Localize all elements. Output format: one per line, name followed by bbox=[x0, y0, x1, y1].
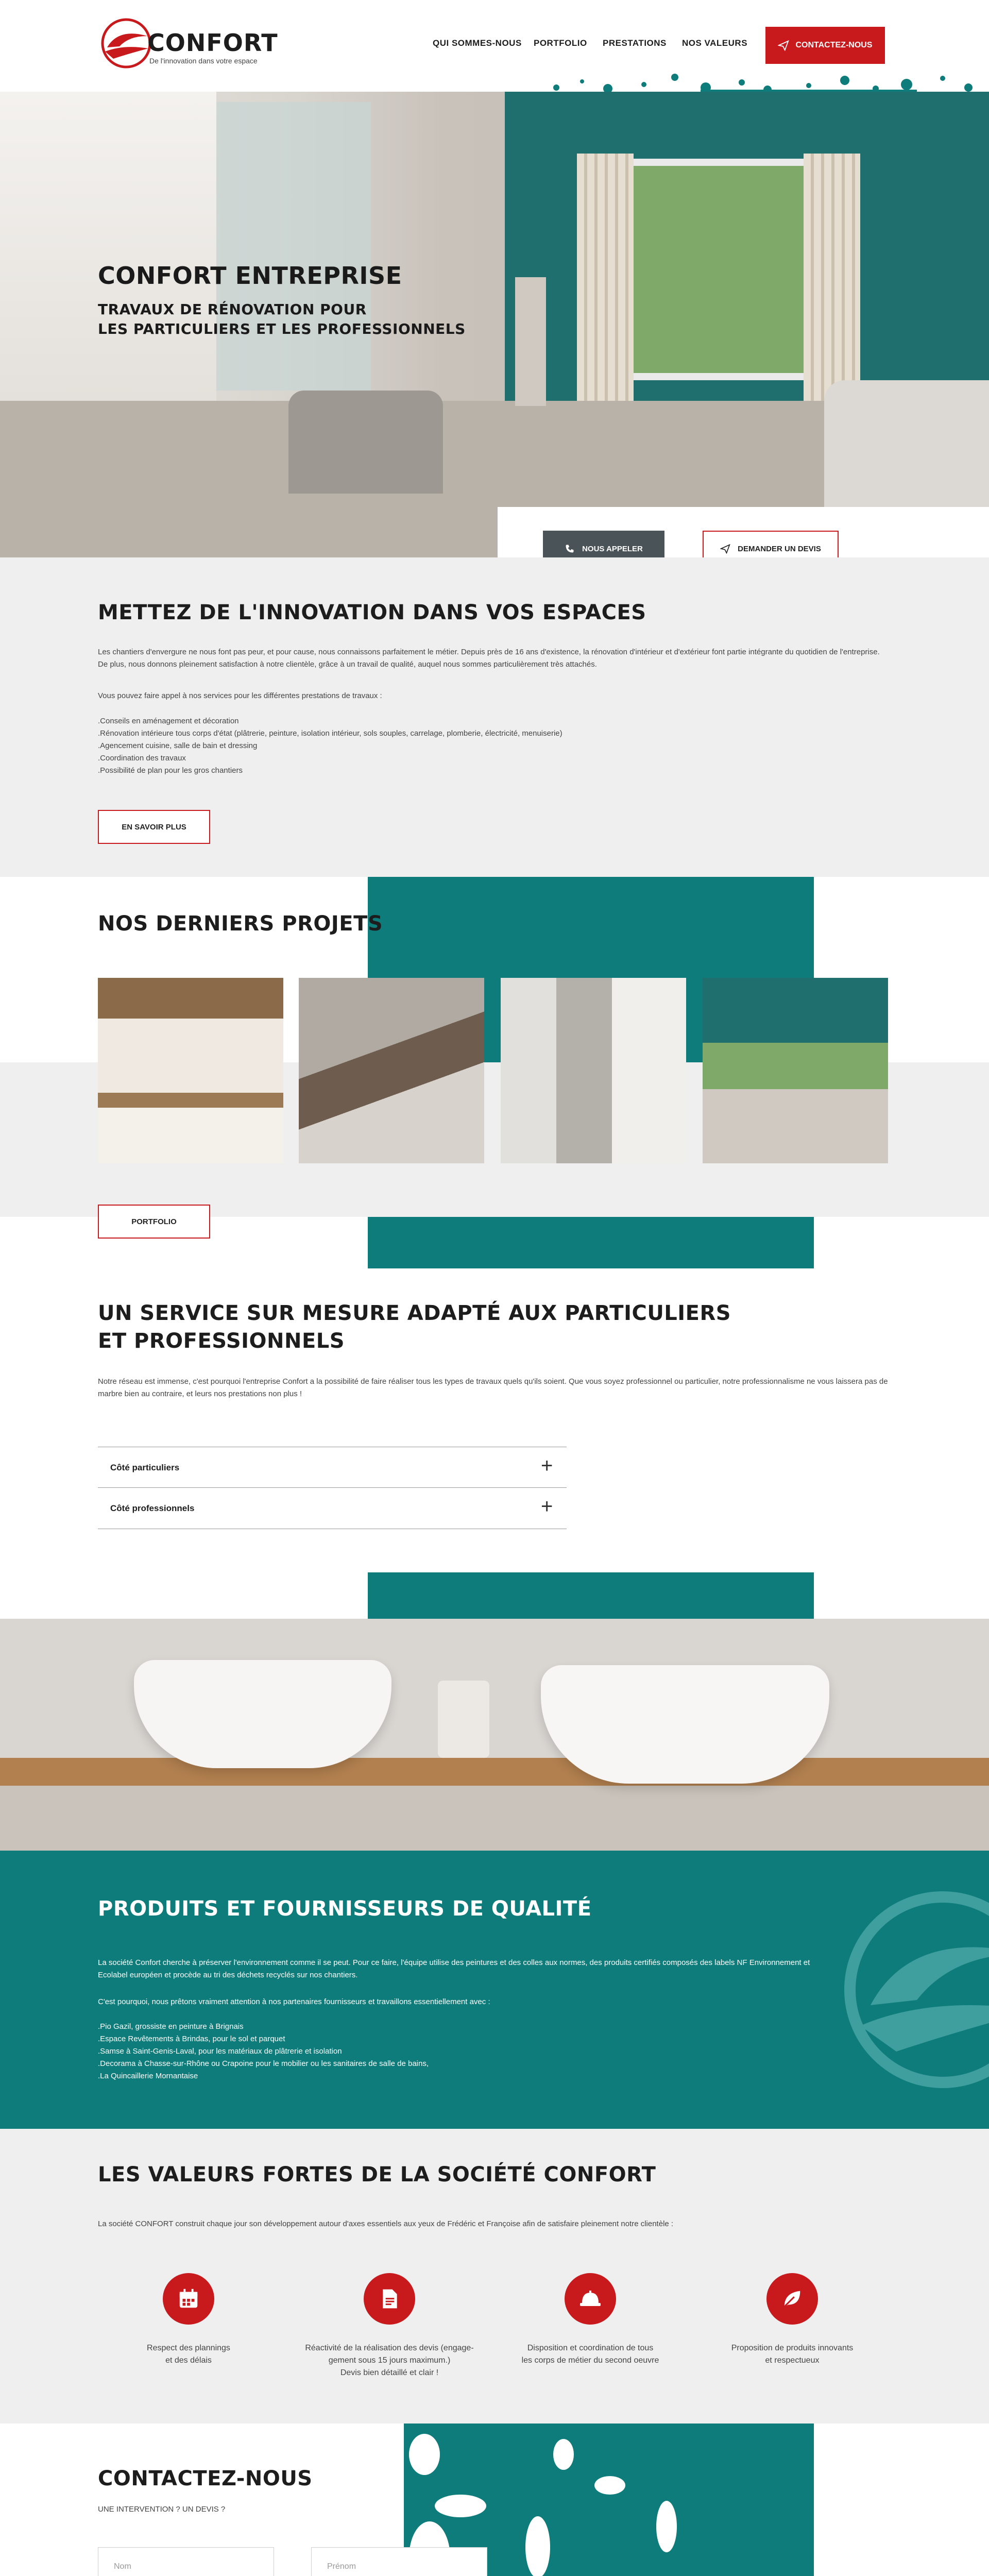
value-line: gement sous 15 jours maximum.) bbox=[328, 2356, 451, 2365]
send-icon bbox=[778, 40, 789, 51]
helmet-icon bbox=[565, 2273, 616, 2325]
hero-curtain-right bbox=[804, 154, 860, 401]
service-section bbox=[0, 1268, 989, 1572]
supplier-item: .Samse à Saint-Genis-Laval, pour les matériaux de plâtrerie et isolation bbox=[98, 2047, 342, 2056]
innovation-list-item: .Coordination des travaux bbox=[98, 754, 186, 762]
sink-right bbox=[541, 1665, 829, 1784]
paint-splash-decoration bbox=[546, 62, 989, 93]
logo-tagline: De l'innovation dans votre espace bbox=[149, 57, 258, 65]
products-title: PRODUITS ET FOURNISSEURS DE QUALITÉ bbox=[98, 1897, 592, 1921]
products-paragraph-1: La société Confort cherche à préserver l'environnement comme il se peut. Pour ce faire, l'équipe utilise des peintures et des colles aux normes, des produits certifiés composés des labels NF Environnement et Ecolabel européen et procède au tri des déchets recyclés sur nos chantiers. bbox=[98, 1958, 810, 1979]
hero-curtain-left bbox=[577, 154, 634, 401]
phone-icon bbox=[565, 544, 575, 554]
suppliers-list bbox=[98, 2021, 429, 2082]
values-section bbox=[0, 2129, 989, 2424]
hero-lamp bbox=[515, 277, 546, 406]
hero-glass-partition bbox=[216, 102, 371, 391]
project-thumbnail-living-room[interactable] bbox=[703, 978, 888, 1163]
products-section bbox=[0, 1851, 989, 2129]
hero-garden-window bbox=[618, 159, 814, 380]
contact-subtitle: UNE INTERVENTION ? UN DEVIS ? bbox=[98, 2505, 226, 2514]
accordion-particuliers[interactable] bbox=[98, 1447, 567, 1488]
service-title-line1: UN SERVICE SUR MESURE ADAPTÉ AUX PARTICULIERS bbox=[98, 1301, 731, 1325]
service-title bbox=[98, 1299, 731, 1355]
innovation-paragraph-2: Vous pouvez faire appel à nos services pour les différentes prestations de travaux : bbox=[98, 691, 382, 700]
innovation-list bbox=[98, 715, 562, 777]
project-thumbnail-dining[interactable] bbox=[299, 978, 484, 1163]
contact-section bbox=[0, 2424, 989, 2576]
header-contact-button[interactable] bbox=[765, 27, 885, 64]
contact-title: CONTACTEZ-NOUS bbox=[98, 2467, 313, 2490]
document-icon bbox=[364, 2273, 415, 2325]
portfolio-button[interactable]: PORTFOLIO bbox=[98, 1205, 210, 1239]
quote-button-label: DEMANDER UN DEVIS bbox=[738, 544, 821, 553]
quote-button[interactable] bbox=[703, 531, 839, 557]
header-logo[interactable] bbox=[98, 18, 278, 69]
value-line: et respectueux bbox=[765, 2356, 820, 2365]
name-input[interactable]: Nom bbox=[98, 2547, 274, 2576]
plus-icon: + bbox=[541, 1454, 553, 1477]
value-line: les corps de métier du second oeuvre bbox=[521, 2356, 659, 2365]
firstname-input[interactable]: Prénom bbox=[311, 2547, 487, 2576]
value-text-3 bbox=[498, 2342, 683, 2367]
leaf-icon bbox=[766, 2273, 818, 2325]
site-header bbox=[0, 0, 989, 92]
contact-button-label: CONTACTEZ-NOUS bbox=[795, 41, 873, 49]
call-button[interactable] bbox=[543, 531, 664, 557]
learn-more-button[interactable]: EN SAVOIR PLUS bbox=[98, 810, 210, 844]
values-intro: La société CONFORT construit chaque jour son développement autour d'axes essentiels aux yeux de Frédéric et Françoise afin de satisfaire pleinement notre clientèle : bbox=[98, 2219, 674, 2228]
bathroom-photo bbox=[0, 1619, 989, 1851]
hero-subtitle-line2: LES PARTICULIERS ET LES PROFESSIONNELS bbox=[98, 320, 466, 337]
accordion-label: Côté particuliers bbox=[110, 1463, 180, 1472]
innovation-paragraph-1: Les chantiers d'envergure ne nous font pas peur, et pour cause, nous connaissons parfaitement le métier. Depuis près de 16 ans d'existence, la rénovation d'intérieur et d'extérieur font partie intégrante du quotidien de l'entreprise. De plus, nous donnons pleinement satisfaction à notre clientèle, grâce à un travail de qualité, auquel nous sommes particulièrement très attachés. bbox=[98, 648, 880, 669]
values-title: LES VALEURS FORTES DE LA SOCIÉTÉ CONFORT bbox=[98, 2163, 656, 2187]
supplier-item: .Decorama à Chasse-sur-Rhône ou Crapoine pour le mobilier ou les sanitaires de salle de bains, bbox=[98, 2059, 429, 2068]
project-thumbnail-bathroom[interactable] bbox=[501, 978, 686, 1163]
logo-watermark-icon bbox=[840, 1887, 989, 2093]
innovation-section bbox=[0, 557, 989, 877]
logo-emblem-icon bbox=[98, 18, 155, 69]
innovation-title: METTEZ DE L'INNOVATION DANS VOS ESPACES bbox=[98, 601, 646, 624]
value-text-4 bbox=[715, 2342, 869, 2367]
accordion-label: Côté professionnels bbox=[110, 1503, 195, 1513]
innovation-list-item: .Rénovation intérieure tous corps d'état (plâtrerie, peinture, isolation intérieur, sols souples, carrelage, plomberie, électricité, menuiserie) bbox=[98, 729, 562, 738]
nav-item-about[interactable]: QUI SOMMES-NOUS bbox=[433, 38, 522, 48]
nav-item-values[interactable]: NOS VALEURS bbox=[682, 38, 748, 48]
value-line: Devis bien détaillé et clair ! bbox=[340, 2368, 439, 2377]
bathroom-teal-block bbox=[368, 1572, 814, 1619]
hero-armchair bbox=[288, 391, 443, 494]
bathroom-image-section bbox=[0, 1572, 989, 1851]
call-button-label: NOUS APPELER bbox=[582, 544, 643, 553]
value-line: Disposition et coordination de tous bbox=[527, 2344, 654, 2352]
hero-subtitle bbox=[98, 300, 466, 339]
projects-title: NOS DERNIERS PROJETS bbox=[98, 912, 383, 936]
supplier-item: .La Quincaillerie Mornantaise bbox=[98, 2072, 198, 2080]
sink-left bbox=[134, 1660, 391, 1768]
bathroom-jar bbox=[438, 1681, 489, 1758]
value-line: Réactivité de la réalisation des devis (engage- bbox=[305, 2344, 474, 2352]
innovation-list-item: .Possibilité de plan pour les gros chantiers bbox=[98, 766, 243, 775]
logo-text: CONFORT bbox=[147, 29, 278, 57]
innovation-list-item: .Conseils en aménagement et décoration bbox=[98, 717, 239, 725]
value-text-1 bbox=[111, 2342, 266, 2367]
nav-item-services[interactable]: PRESTATIONS bbox=[603, 38, 667, 48]
hero-title: CONFORT ENTREPRISE bbox=[98, 262, 402, 290]
supplier-item: .Espace Revêtements à Brindas, pour le sol et parquet bbox=[98, 2035, 285, 2043]
project-thumbnail-kitchen[interactable] bbox=[98, 978, 283, 1163]
innovation-list-item: .Agencement cuisine, salle de bain et dressing bbox=[98, 741, 258, 750]
accordion-professionnels[interactable] bbox=[98, 1488, 567, 1529]
hero-section bbox=[0, 92, 989, 557]
plus-icon: + bbox=[541, 1495, 553, 1518]
nav-item-portfolio[interactable]: PORTFOLIO bbox=[534, 38, 587, 48]
projects-section bbox=[0, 877, 989, 1268]
service-paragraph: Notre réseau est immense, c'est pourquoi l'entreprise Confort a la possibilité de faire réaliser tous les types de travaux quels qu'ils soient. Que vous soyez professionnel ou particulier, notre professionnalisme ne vous laissera pas de marbre bien au contraire, et leurs nos prestations non plus ! bbox=[98, 1377, 888, 1398]
products-paragraph-2: C'est pourquoi, nous prêtons vraiment attention à nos partenaires fournisseurs et travaillons essentiellement avec : bbox=[98, 1997, 490, 2006]
service-title-line2: ET PROFESSIONNELS bbox=[98, 1329, 345, 1353]
value-line: Proposition de produits innovants bbox=[731, 2344, 854, 2352]
send-icon bbox=[720, 544, 730, 554]
calendar-icon bbox=[163, 2273, 214, 2325]
value-line: et des délais bbox=[165, 2356, 212, 2365]
hero-subtitle-line1: TRAVAUX DE RÉNOVATION POUR bbox=[98, 301, 367, 318]
supplier-item: .Pio Gazil, grossiste en peinture à Brignais bbox=[98, 2022, 244, 2031]
value-line: Respect des plannings bbox=[147, 2344, 230, 2352]
value-text-2 bbox=[286, 2342, 492, 2379]
